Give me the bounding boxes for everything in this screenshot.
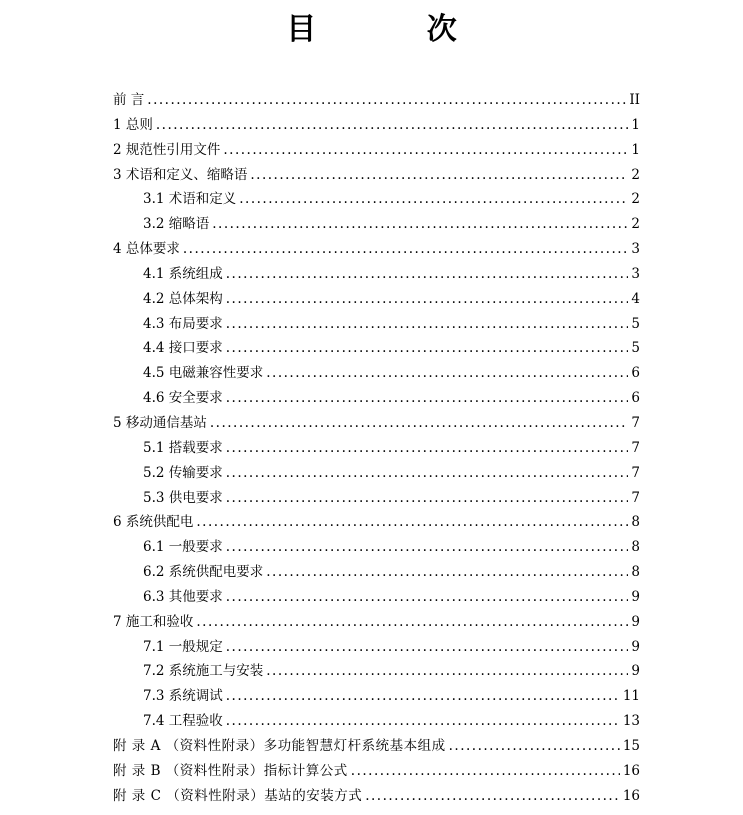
toc-entry-label: 4.6 安全要求 [143,390,223,407]
toc-entry-label: 6.2 系统供配电要求 [143,564,264,581]
toc-entry-page-number: 5 [631,315,640,332]
toc-entry-label: 5.3 供电要求 [143,489,223,506]
toc-dot-leader [226,386,629,411]
toc-dot-leader [365,784,620,809]
toc-entry[interactable] [113,262,640,287]
toc-dot-leader [183,237,629,262]
toc-entry[interactable] [113,386,640,411]
toc-entry-page-number: 3 [631,265,640,282]
toc-entry-page-number: 8 [631,539,640,556]
toc-dot-leader [196,610,628,635]
toc-entry-page-number: 16 [622,762,640,779]
toc-entry-page-number: 11 [622,688,640,705]
toc-dot-leader [266,659,628,684]
toc-entry-label: 7 施工和验收 [113,613,194,630]
toc-entry[interactable] [113,659,640,684]
toc-entry-label: 4 总体要求 [113,241,180,258]
toc-entry-page-number: 1 [631,141,640,158]
table-of-contents [113,88,640,808]
toc-entry-page-number: II [629,92,640,108]
toc-entry[interactable] [113,187,640,212]
toc-dot-leader [226,709,620,734]
toc-entry-page-number: 9 [631,638,640,655]
toc-entry[interactable] [113,312,640,337]
toc-entry[interactable] [113,610,640,635]
toc-entry-label: 前 言 [113,92,145,108]
toc-dot-leader [226,535,629,560]
toc-dot-leader [226,436,629,461]
toc-entry-label: 附 录 A （资料性附录）多功能智慧灯杆系统基本组成 [113,737,446,754]
toc-entry-label: 5.1 搭载要求 [143,439,223,456]
toc-entry-page-number: 1 [631,116,640,133]
toc-dot-leader [226,287,629,312]
toc-dot-leader [351,759,620,784]
toc-entry[interactable] [113,237,640,262]
toc-entry[interactable] [113,138,640,163]
toc-entry[interactable] [113,759,640,784]
toc-entry-page-number: 2 [631,216,640,233]
toc-entry[interactable] [113,212,640,237]
toc-entry-label: 4.3 布局要求 [143,315,223,332]
toc-entry-page-number: 7 [631,464,640,481]
toc-dot-leader [266,560,628,585]
toc-entry-label: 3.1 术语和定义 [143,191,237,208]
toc-dot-leader [226,461,629,486]
toc-dot-leader [226,585,629,610]
toc-entry-page-number: 9 [631,613,640,630]
toc-entry-label: 6.1 一般要求 [143,539,223,556]
toc-entry-page-number: 8 [631,564,640,581]
toc-dot-leader [223,138,628,163]
toc-dot-leader [210,411,629,436]
toc-entry-label: 4.4 接口要求 [143,340,223,357]
toc-entry-page-number: 13 [622,713,640,730]
toc-entry-label: 5.2 传输要求 [143,464,223,481]
toc-entry-label: 3 术语和定义、缩略语 [113,166,248,183]
toc-entry-page-number: 4 [631,290,640,307]
toc-entry-page-number: 7 [631,439,640,456]
toc-entry-label: 附 录 C （资料性附录）基站的安装方式 [113,787,363,804]
toc-entry[interactable] [113,436,640,461]
toc-dot-leader [250,163,628,188]
toc-entry[interactable] [113,461,640,486]
toc-dot-leader [226,635,629,660]
toc-entry-page-number: 2 [631,166,640,183]
toc-dot-leader [156,113,629,138]
toc-dot-leader [266,361,628,386]
toc-entry-label: 7.3 系统调试 [143,688,223,705]
toc-entry-page-number: 7 [631,414,640,431]
toc-dot-leader [196,510,628,535]
toc-dot-leader [449,734,620,759]
toc-entry-label: 5 移动通信基站 [113,414,207,431]
toc-entry-label: 3.2 缩略语 [143,216,210,233]
page-title: 目 次 [286,12,507,47]
toc-entry-label: 2 规范性引用文件 [113,141,221,158]
toc-entry-label: 7.4 工程验收 [143,713,223,730]
toc-entry[interactable] [113,88,640,113]
toc-entry-page-number: 15 [622,737,640,754]
toc-entry-label: 7.1 一般规定 [143,638,223,655]
toc-entry[interactable] [113,361,640,386]
toc-entry[interactable] [113,734,640,759]
toc-entry-page-number: 3 [631,241,640,258]
toc-entry[interactable] [113,585,640,610]
toc-entry[interactable] [113,510,640,535]
toc-entry[interactable] [113,411,640,436]
toc-dot-leader [212,212,628,237]
toc-entry-label: 1 总则 [113,116,153,133]
toc-dot-leader [226,336,629,361]
toc-entry[interactable] [113,784,640,809]
toc-entry-label: 4.1 系统组成 [143,265,223,282]
toc-entry-label: 4.5 电磁兼容性要求 [143,365,264,382]
toc-dot-leader [226,262,629,287]
toc-entry[interactable] [113,336,640,361]
toc-entry-page-number: 6 [631,390,640,407]
toc-dot-leader [226,486,629,511]
toc-entry-page-number: 7 [631,489,640,506]
toc-entry-page-number: 9 [631,588,640,605]
toc-entry-label: 4.2 总体架构 [143,290,223,307]
toc-entry-label: 附 录 B （资料性附录）指标计算公式 [113,762,348,779]
toc-entry[interactable] [113,287,640,312]
toc-entry[interactable] [113,163,640,188]
toc-entry-label: 6 系统供配电 [113,514,194,531]
toc-dot-leader [239,187,628,212]
toc-entry-page-number: 9 [631,663,640,680]
toc-entry[interactable] [113,486,640,511]
toc-dot-leader [226,312,629,337]
toc-entry[interactable] [113,535,640,560]
toc-entry-page-number: 6 [631,365,640,382]
toc-entry-label: 7.2 系统施工与安装 [143,663,264,680]
toc-entry-page-number: 16 [622,787,640,804]
toc-dot-leader [147,88,626,113]
toc-entry[interactable] [113,635,640,660]
toc-entry-label: 6.3 其他要求 [143,588,223,605]
toc-dot-leader [226,684,620,709]
toc-entry-page-number: 2 [631,191,640,208]
toc-entry-page-number: 5 [631,340,640,357]
toc-entry[interactable] [113,560,640,585]
toc-entry[interactable] [113,709,640,734]
toc-entry[interactable] [113,684,640,709]
toc-entry-page-number: 8 [631,514,640,531]
toc-entry[interactable] [113,113,640,138]
